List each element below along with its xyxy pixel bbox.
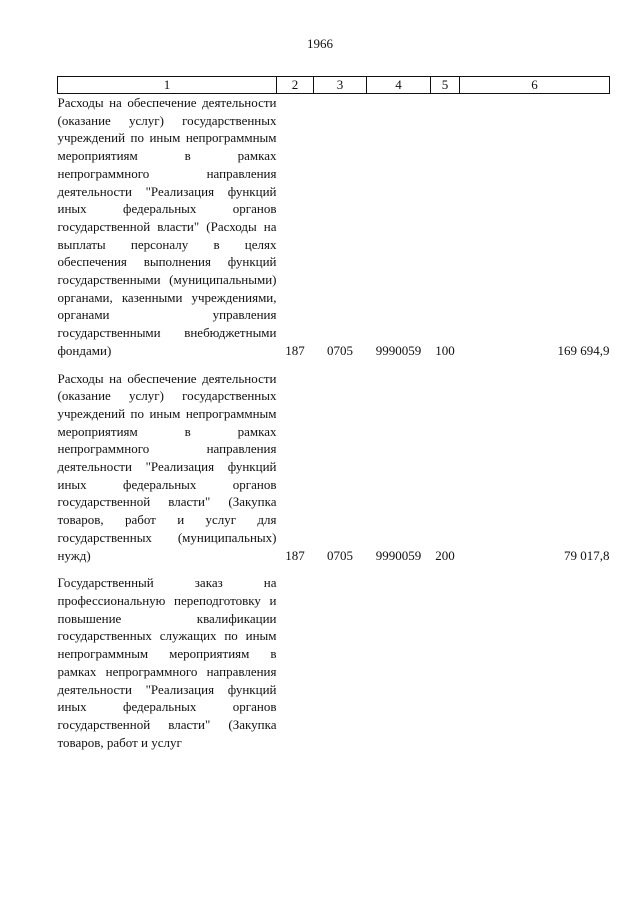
column-number-header-row — [58, 77, 610, 94]
section-code — [314, 574, 367, 761]
section-code: 0705 — [327, 547, 353, 563]
expense-description: Расходы на обеспечение деятельности (оказание услуг) государственных учреждений по иным непрограммным мероприятиям в рамках непрограммного направления деятельности "Реализация функций иных федеральных органов государственной власти" (Расходы на выплаты персоналу в целях обеспечения выполнения функций государственными (муниципальными) органами, казенными учреждениями, органами управления государственными внебюджетными фондами) — [57, 95, 277, 358]
expense-type-code: 200 — [435, 547, 455, 563]
column-number-3: 3 — [314, 77, 367, 94]
column-number-4: 4 — [367, 77, 431, 94]
expense-type-code: 100 — [435, 342, 455, 358]
amount — [460, 574, 610, 761]
table-row — [58, 574, 610, 761]
ministry-code: 187 — [285, 342, 305, 358]
amount: 79 017,8 — [564, 547, 610, 563]
expense-description: Расходы на обеспечение деятельности (оказание услуг) государственных учреждений по иным непрограммным мероприятиям в рамках непрограммного направления деятельности "Реализация функций иных федеральных органов государственной власти" (Закупка товаров, работ и услуг для государственных (муниципальных) нужд) — [57, 370, 277, 563]
column-number-6: 6 — [460, 77, 610, 94]
section-code: 0705 — [327, 342, 353, 358]
column-number-5: 5 — [431, 77, 460, 94]
table-row — [58, 370, 610, 575]
budget-table — [57, 76, 610, 761]
ministry-code: 187 — [285, 547, 305, 563]
amount: 169 694,9 — [557, 342, 610, 358]
expense-type-code — [431, 574, 460, 761]
ministry-code — [277, 574, 314, 761]
expense-description: Государственный заказ на профессиональную переподготовку и повышение квалификации государственных служащих по иным непрограммным мероприятиям в рамках непрограммного направления деятельности "Реализация функций иных федеральных органов государственной власти" (Закупка товаров, работ и услуг — [57, 575, 277, 750]
target-article-code: 9990059 — [375, 547, 422, 563]
page-number: 1966 — [307, 36, 333, 51]
target-article-code: 9990059 — [375, 342, 422, 358]
target-article-code — [367, 574, 431, 761]
column-number-1: 1 — [58, 77, 277, 94]
column-number-2: 2 — [277, 77, 314, 94]
table-row — [58, 94, 610, 370]
